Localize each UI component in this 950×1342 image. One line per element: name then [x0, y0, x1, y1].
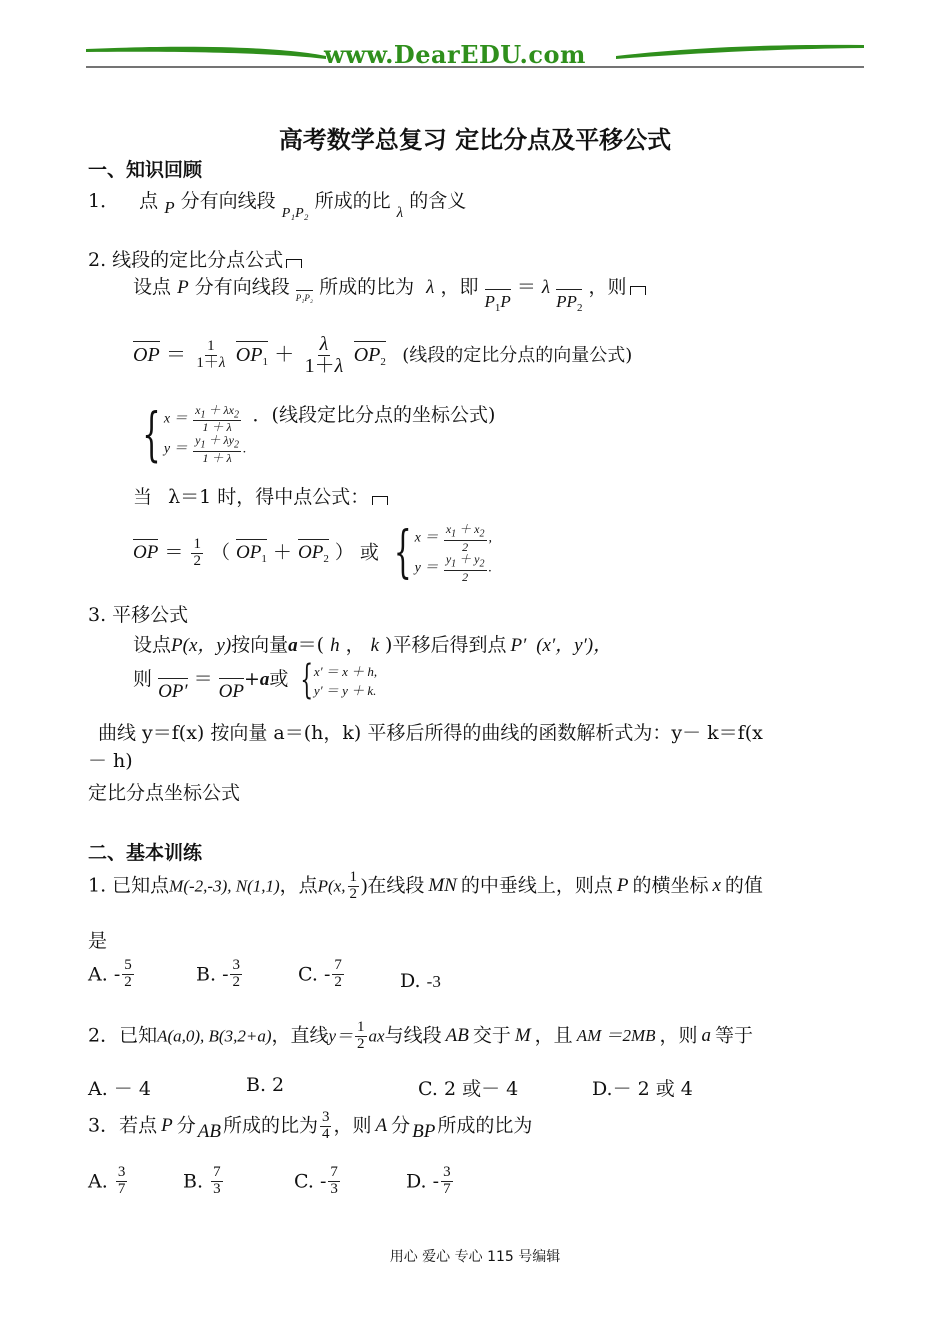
q2-cond: AM ＝2MB [576, 1026, 656, 1046]
item2-l1-lambda2: λ [541, 277, 551, 298]
q3-p: P [161, 1115, 173, 1137]
q2-ab: AB [445, 1025, 469, 1047]
q1-opt-a-label: A. [88, 963, 108, 986]
q1-opt-c-label: C. [298, 963, 318, 986]
q2-e: ，且 [534, 1024, 573, 1047]
q1-option-d[interactable] [400, 970, 441, 992]
q3-three-quarters: $\frac{3}{4}$ [321, 1109, 330, 1142]
header-banner [86, 40, 864, 72]
item1-text-b: 分有向线段 [180, 190, 276, 212]
item3-l2-or: 或 [269, 668, 289, 690]
coord-system: { x ＝ $\frac{x_1 + \lambda x_2}{1 + \lambda}$ y ＝ $\frac{y_1 + \lambda y_2}{1 + \lambda}$ . [142, 400, 247, 468]
q1-x: x [712, 875, 721, 897]
q2-m: M [514, 1025, 531, 1047]
q2-a: 2．已知 [88, 1024, 158, 1047]
q2-option-a[interactable]: A. － 4 [88, 1078, 151, 1100]
item3-l1-pp: P′ [510, 635, 527, 656]
vec-op-trans: OP [219, 675, 244, 703]
q1-opt-b-frac: $\frac{3}{2}$ [232, 957, 240, 990]
midpoint-system: { x ＝ $\frac{x_1 + x_2}{2}$ , y ＝ $\frac{y_1 + y_2}{2}$ . [393, 520, 492, 586]
q1-option-b[interactable] [196, 958, 244, 991]
item1-text-d: 的含义 [409, 190, 467, 212]
item1-p: P [164, 198, 175, 217]
q2-ax: ax [368, 1026, 385, 1046]
vector-formula-note: (线段的定比分点的向量公式) [402, 345, 633, 366]
q1-half: $\frac{1}{2}$ [349, 869, 357, 902]
q3-opt-d-label: D. [406, 1170, 427, 1193]
q2-b: ，直线 [271, 1024, 329, 1047]
q3-e: 分 [391, 1114, 411, 1137]
item3-l1-b: 按向量 [231, 634, 289, 656]
item3-l1-k: k [370, 635, 380, 656]
item2-l1-e: ＝ [516, 277, 536, 298]
format-mark-icon [630, 286, 646, 295]
curve-line2: － h) [88, 750, 133, 772]
q2-d: 交于 [472, 1024, 511, 1047]
q3-option-b[interactable] [183, 1165, 225, 1198]
section1-heading: 一、知识回顾 [88, 159, 203, 181]
q3-option-a[interactable] [88, 1165, 129, 1198]
q2-options [88, 1074, 788, 1102]
q3-opt-b-label: B. [183, 1170, 204, 1193]
page-title: 高考数学总复习 定比分点及平移公式 [278, 126, 672, 154]
section1-footer-note: 定比分点坐标公式 [88, 782, 241, 804]
frac-half: $\frac{1}{2}$ [193, 536, 201, 569]
q3-bp: BP [412, 1121, 436, 1143]
q2-half: $\frac{1}{2}$ [357, 1019, 365, 1052]
q3-ab: AB [197, 1121, 221, 1143]
frac-lambda-over-1plambda: $\frac{\lambda}{1+\lambda}$ [304, 333, 344, 377]
translate-system: { x′ ＝ x ＋ h, y′ ＝ y ＋ k. [300, 657, 378, 703]
vec-op: OP [133, 338, 160, 367]
q2-line [88, 1020, 753, 1053]
item2-l1-c: 所成的比为 [319, 276, 415, 298]
vec-opprime: OP′ [158, 675, 187, 703]
item2-line1 [133, 272, 646, 314]
vec-op-mid: OP [133, 536, 158, 564]
q1-opt-d-label: D. [400, 970, 421, 992]
q2-points: A(a,0), B(3,2+a) [157, 1026, 272, 1046]
section2-heading: 二、基本训练 [88, 842, 203, 864]
site-logo-text[interactable]: www.DearEDU.com [324, 40, 586, 69]
q3-opt-d-frac: $\frac{3}{7}$ [443, 1164, 451, 1197]
item3-l1-comma: ， [345, 634, 365, 656]
q1-a: 1. 已知点 [88, 874, 170, 897]
item2-l1-b: 分有向线段 [194, 276, 290, 298]
item1-text-a: 点 [139, 190, 159, 212]
item2-l1-f: ，则 [588, 276, 627, 298]
q1-d: 的中垂线上，则点 [460, 874, 613, 897]
item3-line1 [133, 630, 612, 657]
q1-e: 的横坐标 [632, 874, 709, 897]
q1-option-c[interactable] [298, 958, 346, 991]
vec-op2: $OP_2$ [354, 338, 386, 368]
vector-formula: OP ＝ $\frac{1}{1+\lambda}$ $OP_1$ ＋ $\frac{\lambda}{1+\lambda}$ $OP_2$ (线段的定比分点的向量公式) [133, 333, 633, 377]
q1-opt-b-label: B. [196, 963, 217, 986]
q1-opt-d-value: -3 [426, 972, 441, 991]
item1-lambda: λ [396, 205, 404, 221]
q1-opt-b-sign: - [222, 963, 229, 986]
q3-c: 所成的比为 [222, 1114, 318, 1137]
q2-f: ，则 [659, 1024, 698, 1047]
q3-opt-a-frac: $\frac{3}{7}$ [117, 1164, 126, 1197]
item1-seg: P₁P₂ [281, 206, 309, 221]
q3-b: 分 [176, 1114, 196, 1137]
q2-option-b[interactable]: B. 2 [246, 1074, 285, 1096]
item3-line2: 则 OP′ ＝ OP+a或 { x′ ＝ x ＋ h, y′ ＝ y ＋ k. [133, 657, 378, 703]
q3-opt-a-label: A. [88, 1170, 108, 1193]
q2-option-c[interactable]: C. 2 或－ 4 [418, 1078, 519, 1100]
item2-l1-seg: P₁P₂ [296, 287, 313, 303]
q1-opt-a-frac: $\frac{5}{2}$ [124, 957, 132, 990]
q1-options [88, 958, 788, 1008]
item3-l2-plus: + [243, 668, 260, 690]
q1-opt-a-sign: - [113, 963, 121, 986]
q3-f: 所成的比为 [437, 1114, 533, 1137]
q1-p: P [616, 875, 629, 897]
item3-l1-c: ＝( [297, 634, 325, 656]
item2-l1-lambda: λ [426, 277, 435, 298]
q1-line2: 是 [88, 930, 108, 952]
q3-av: A [375, 1115, 388, 1137]
q3-option-d[interactable] [406, 1165, 455, 1198]
coord-formula-note: ．(线段定比分点的坐标公式) [252, 404, 496, 426]
q1-opt-c-sign: - [323, 963, 331, 986]
curve-line1: 曲线 y＝f(x) 按向量 a＝(h，k) 平移后所得的曲线的函数解析式为：y－ k＝f(x [98, 722, 763, 744]
q1-c: 在线段 [367, 874, 425, 897]
q2-av: a [701, 1025, 712, 1047]
vec-p1p: $P_1P$ [485, 286, 511, 314]
q1-f: 的值 [724, 874, 763, 897]
mid-or: 或 [359, 541, 379, 564]
frac-1-over-1plambda: $\frac{1}{1+\lambda}$ [196, 338, 226, 371]
mid-b: λ＝1 时，得中点公式： [168, 486, 370, 508]
vec-op1-mid: $OP_1$ [236, 536, 267, 565]
q1-mn: MN [428, 875, 457, 897]
item2-l1-p: P [177, 277, 189, 298]
item3-l1-a: 设点 [133, 634, 172, 656]
q3-d: ，则 [333, 1114, 372, 1137]
q2-y: y＝ [328, 1026, 354, 1046]
item2-head-text: 2. 线段的定比分点公式 [88, 249, 284, 271]
item3-head: 3. 平移公式 [88, 604, 189, 626]
vec-op2-mid: $OP_2$ [298, 536, 329, 565]
q1-opt-c-frac: $\frac{7}{2}$ [334, 957, 342, 990]
q1-b: ，点 [279, 874, 318, 897]
item3-l1-h: h [330, 635, 340, 656]
item3-l2-avec: a [259, 669, 270, 690]
q1-option-a[interactable] [88, 958, 136, 991]
q3-opt-c-label: C. [294, 1170, 314, 1193]
item1-line [88, 186, 466, 222]
item2-l1-d: ，即 [440, 276, 479, 298]
page-footer: 用心 爱心 专心 115 号编辑 [389, 1249, 561, 1265]
q3-line [88, 1110, 532, 1143]
format-mark-icon [372, 496, 388, 505]
q3-opt-c-sign: - [319, 1170, 327, 1193]
coord-formula [133, 400, 496, 468]
item3-l1-p: P(x，y) [171, 635, 232, 656]
q2-g: 等于 [715, 1024, 754, 1047]
item1-num: 1． [88, 190, 120, 212]
q3-opt-d-sign: - [432, 1170, 440, 1193]
item3-l1-d: )平移后得到点 [385, 634, 507, 656]
item2-l1-a: 设点 [133, 276, 172, 298]
vec-op1: $OP_1$ [236, 338, 268, 368]
item2-head [88, 245, 302, 272]
item3-l2-a: 则 [133, 668, 153, 690]
q1-point-p: P(x, [317, 876, 346, 896]
q3-opt-c-frac: $\frac{7}{3}$ [330, 1164, 338, 1197]
item1-text-c: 所成的比 [314, 190, 391, 212]
vec-pp2: $PP_2$ [556, 286, 582, 314]
q3-opt-b-frac: $\frac{7}{3}$ [213, 1164, 221, 1197]
format-mark-icon [286, 259, 302, 268]
q2-c: 与线段 [384, 1024, 442, 1047]
item3-l1-avec: a [288, 635, 298, 656]
q1-line: 1. 已知点M(-2,-3), N(1,1)，点P(x, $\frac{1}{2}$ )在线段 MN 的中垂线上，则点 P 的横坐标 x 的值 [88, 869, 763, 902]
q3-option-c[interactable] [294, 1165, 342, 1198]
q1-points: M(-2,-3), N(1,1) [169, 876, 280, 896]
mid-a: 当 [133, 486, 153, 508]
midpoint-formula: OP ＝ $\frac{1}{2}$ （ $OP_1 + OP_2$ ） 或 { x ＝ $\frac{x_1 + x_2}{2}$ , y ＝ $\frac{y_1 + y_2}{2}$ . [133, 520, 492, 586]
q3-options [88, 1165, 788, 1215]
midpoint-line [133, 482, 388, 509]
q2-option-d[interactable]: D.－ 2 或 4 [592, 1078, 693, 1100]
item3-l1-e: (x′，y′)， [536, 635, 613, 656]
q3-a: 3．若点 [88, 1114, 158, 1137]
